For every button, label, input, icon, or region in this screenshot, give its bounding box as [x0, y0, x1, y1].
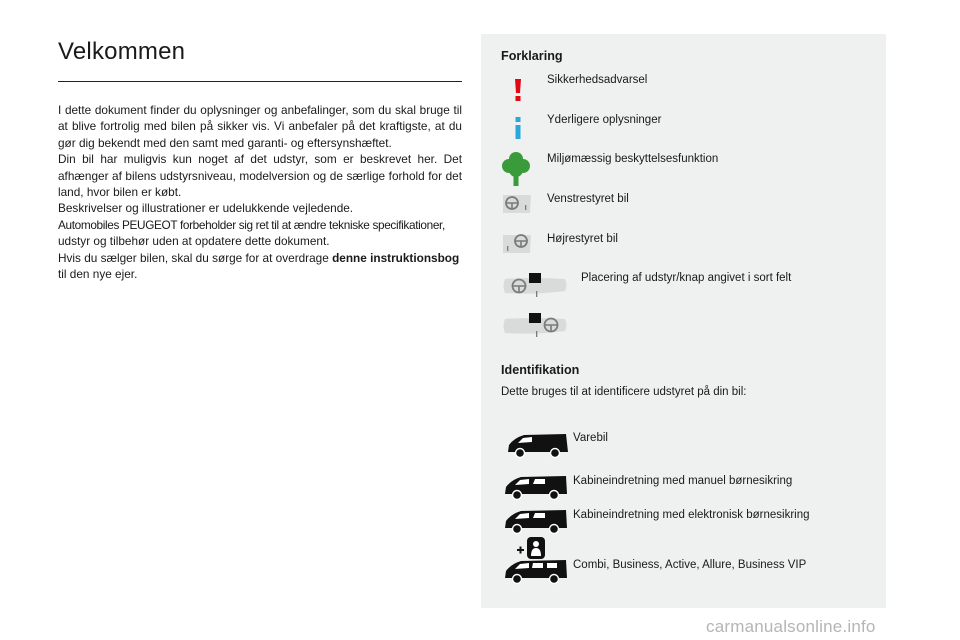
intro-paragraph-4: Automobiles PEUGEOT forbeholder sig ret til at ændre tekniske specifikationer,	[58, 217, 445, 232]
legend-label-safety: Sikkerhedsadvarsel	[547, 74, 648, 86]
instruction-book-emphasis: denne instruktionsbog	[332, 250, 460, 265]
title-divider	[58, 81, 462, 82]
intro-paragraph-5: udstyr og tilbehør uden at opdatere dette dokument.	[58, 234, 330, 249]
crew-cab-electronic-lock-icon	[503, 508, 569, 536]
legend-label-lhd: Venstrestyret bil	[547, 193, 629, 205]
exclamation-icon	[513, 78, 523, 102]
identification-heading: Identifikation	[501, 363, 580, 377]
info-icon	[513, 116, 523, 140]
van-icon	[506, 432, 570, 460]
intro-paragraph-3: Beskrivelser og illustrationer er udelukkende vejledende.	[58, 201, 354, 216]
intro-paragraph-6: Hvis du sælger bilen, skal du sørge for at overdrage denne instruktionsbog til den nye ejer.	[58, 250, 460, 282]
identification-label-crew-cab-manual: Kabineindretning med manuel børnesikring	[573, 475, 793, 487]
identification-description: Dette bruges til at identificere udstyret på din bil:	[501, 386, 747, 398]
legend-label-rhd: Højrestyret bil	[547, 233, 618, 245]
intro-paragraph-2: Din bil har muligvis kun noget af det udstyr, som er beskrevet her. Det afhænger af bilens udstyrsniveau, modelversion og de særlige forhold for det land, hvor bilen er købt.	[58, 152, 462, 200]
identification-label-passenger: Combi, Business, Active, Allure, Business VIP	[573, 559, 807, 571]
right-hand-drive-icon	[501, 231, 533, 257]
legend-label-equipment-location: Placering af udstyr/knap angivet i sort felt	[581, 272, 792, 284]
left-hand-drive-icon	[501, 191, 533, 217]
equipment-location-icon	[501, 271, 569, 303]
tree-icon	[501, 151, 531, 187]
intro-paragraph-1: I dette dokument finder du oplysninger og anbefalinger, som du skal bruge til at blive fortrolig med bilen på sikker vis. Vi anbefaler på det kraftigste, at du gør dig bekendt med den samt med garanti- og eftersynshæftet.	[58, 103, 462, 150]
intro-text	[58, 102, 462, 282]
identification-label-van: Varebil	[573, 432, 608, 444]
legend-heading: Forklaring	[501, 49, 563, 63]
identification-label-crew-cab-electronic: Kabineindretning med elektronisk børnesikring	[573, 509, 810, 521]
watermark: carmanualsonline.info	[706, 617, 876, 636]
legend-label-info: Yderligere oplysninger	[547, 114, 662, 126]
passenger-van-icon	[503, 558, 569, 586]
equipment-location-rhd-icon	[501, 311, 569, 343]
legend-label-environment: Miljømæssig beskyttelsesfunktion	[547, 153, 719, 165]
page-title: Velkommen	[58, 38, 186, 65]
crew-cab-van-icon	[503, 474, 569, 502]
intro-column	[58, 38, 462, 282]
legend-panel	[481, 34, 886, 608]
